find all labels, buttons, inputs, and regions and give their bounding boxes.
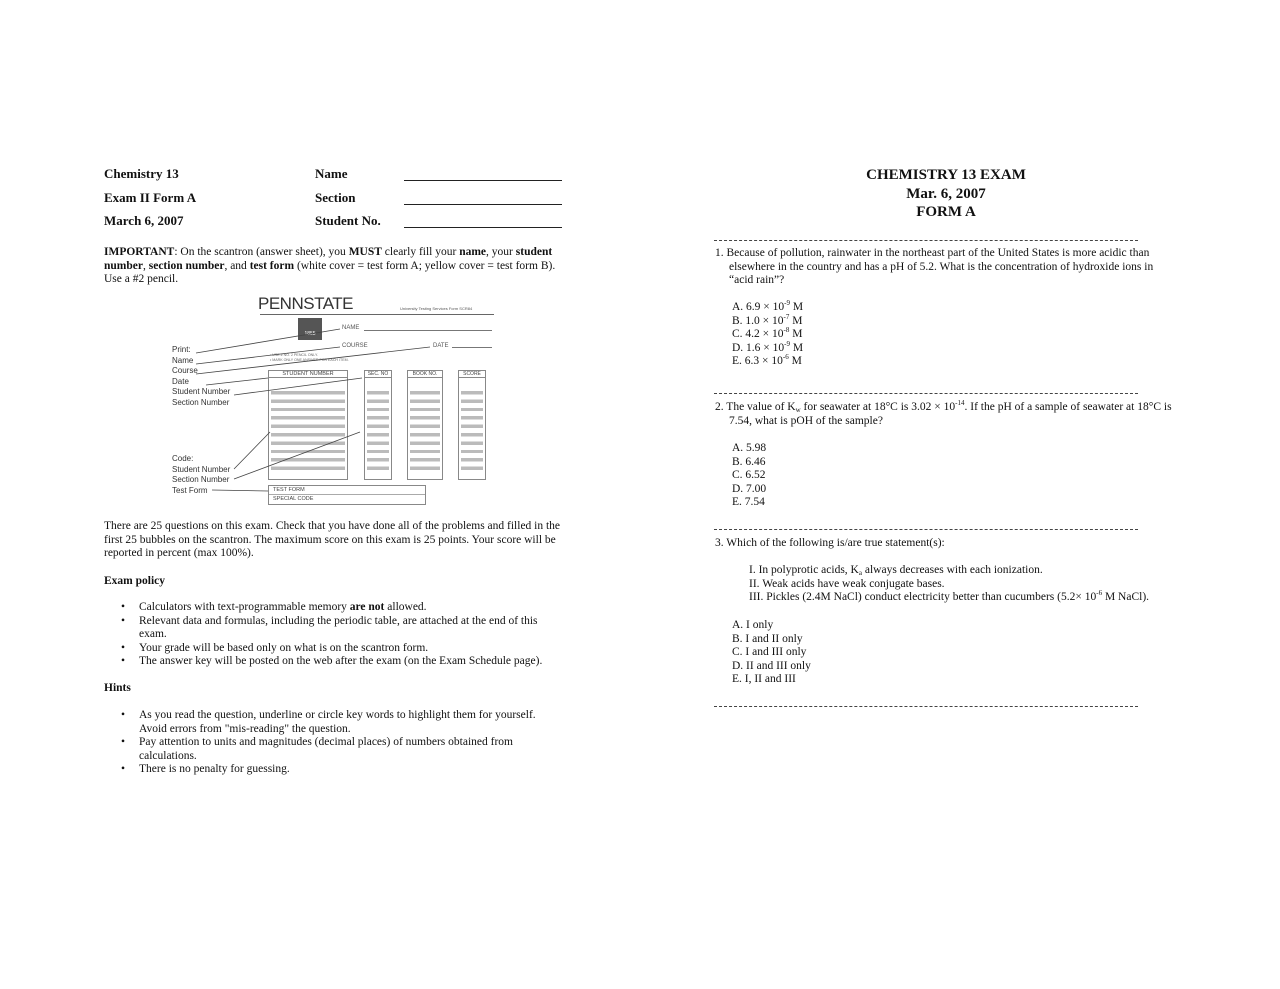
name-blank[interactable]	[404, 166, 562, 181]
form-id: University Testing Services Form SCR84	[400, 306, 473, 311]
pencil-note: • USE # NO. 2 PENCIL ONLY. • MARK ONLY ONE ANSWER FOR EACH ITEM.	[270, 353, 349, 362]
answer-option[interactable]: C. $4.2 \times 10^{-8}$ M	[732, 326, 803, 340]
scantron-diagram	[160, 292, 500, 510]
divider	[714, 240, 1138, 241]
q2-options	[732, 442, 766, 510]
hints-list	[104, 709, 554, 777]
book-no-box: BOOK NO.	[407, 370, 443, 480]
list-item: • Relevant data and formulas, including the periodic table, are attached at the end of this exam.	[121, 614, 538, 640]
course-title: Chemistry 13	[104, 166, 179, 181]
question-2: 2. The value of $K_w$ for seawater at 18°C is $3.02 \times 10^{-14}$. If the pH of a sample of seawater at 18°C is 7.54, what is pOH of the sample?	[715, 399, 1172, 427]
question-3: 3. Which of the following is/are true statement(s):	[715, 537, 945, 549]
divider	[714, 529, 1138, 530]
exam-form-label: Exam II Form A	[104, 190, 197, 205]
answer-option[interactable]: E. I, II and III	[732, 673, 796, 685]
statement-1: I. In polyprotic acids, $K_a$ always decreases with each ionization.	[749, 564, 1043, 577]
divider	[714, 706, 1138, 707]
sec-no-box: SEC. NO	[364, 370, 392, 480]
answer-option[interactable]: A. I only	[732, 619, 774, 631]
q3-options	[732, 619, 811, 687]
list-item: • Pay attention to units and magnitudes (decimal places) of numbers obtained from calculations.	[121, 736, 513, 762]
list-item: • Calculators with text-programmable memory are not allowed.	[121, 601, 427, 613]
scan-course-label: COURSE	[342, 343, 368, 349]
answer-option[interactable]: C. I and III only	[732, 646, 807, 658]
answer-option[interactable]: B. $1.0 \times 10^{-7}$ M	[732, 312, 803, 327]
shield-icon: 1855	[298, 318, 322, 340]
student-number-box: STUDENT NUMBER	[268, 370, 348, 480]
list-item: • Your grade will be based only on what is on the scantron form.	[121, 641, 429, 654]
scan-name-label: NAME	[342, 325, 360, 331]
answer-option[interactable]: C. 6.52	[732, 469, 766, 481]
policy-title: Exam policy	[104, 575, 166, 587]
exam-title-block	[820, 166, 1072, 222]
question-1: 1. Because of pollution, rainwater in the northeast part of the United States is more acidic than elsewhere in the country and has a pH of 5.2. What is the concentration of hydroxide ions in “acid rain”?	[715, 247, 1154, 286]
print-legend: Print: Name Course Date Student Number Section Number	[172, 345, 231, 407]
policy-list	[104, 601, 564, 669]
pennstate-logo: PENNSTATE	[258, 294, 353, 313]
code-legend: Code: Student Number Section Number Test Form	[172, 454, 231, 495]
list-item: • The answer key will be posted on the web after the exam (on the Exam Schedule page).	[121, 655, 543, 667]
section-blank[interactable]	[404, 190, 562, 205]
exam-form: FORM A	[916, 204, 976, 220]
answer-option[interactable]: A. $6.9 \times 10^{-9}$ M	[732, 299, 804, 313]
arrows-diagram	[160, 292, 500, 510]
q1-options	[732, 301, 803, 369]
score-box: SCORE	[458, 370, 486, 480]
answer-option[interactable]: D. 7.00	[732, 482, 767, 495]
answer-option[interactable]: A. 5.98	[732, 442, 767, 454]
intro-text: There are 25 questions on this exam. Check that you have done all of the problems and filled in the first 25 bubbles on the scantron. The maximum score on this exam is 25 points. Your score will be reported in percent (max 100%).	[104, 520, 561, 559]
exam-date: Mar. 6, 2007	[906, 185, 986, 202]
answer-option[interactable]: E. $6.3 \times 10^{-6}$ M	[732, 353, 802, 367]
name-label: Name	[315, 166, 348, 181]
q3-statements	[749, 564, 1189, 605]
answer-option[interactable]: D. II and III only	[732, 659, 811, 672]
statement-3: III. Pickles (2.4M NaCl) conduct electricity better than cucumbers ($5.2\times 10^{-6}$ M NaCl).	[749, 589, 1150, 603]
student-no-label: Student No.	[315, 213, 381, 228]
student-no-blank[interactable]	[404, 213, 562, 228]
list-item: • As you read the question, underline or circle key words to highlight them for yourself. Avoid errors from "mis-reading" the question.	[121, 709, 536, 735]
list-item: • There is no penalty for guessing.	[121, 763, 290, 775]
exam-date-label: March 6, 2007	[104, 213, 184, 228]
answer-option[interactable]: B. I and II only	[732, 632, 803, 645]
statement-2: II. Weak acids have weak conjugate bases.	[749, 577, 945, 590]
answer-option[interactable]: D. $1.6 \times 10^{-9}$ M	[732, 339, 804, 354]
test-form-box: TEST FORM SPECIAL CODE	[268, 485, 426, 505]
divider	[714, 393, 1138, 394]
hints-title: Hints	[104, 682, 131, 694]
important-note: IMPORTANT: On the scantron (answer sheet), you MUST clearly fill your name, your student number, section number, and test form (white cover = test form A; yellow cover = test form B). Use a #2 pencil.	[104, 246, 556, 285]
scan-date-label: DATE	[433, 343, 449, 349]
answer-option[interactable]: E. 7.54	[732, 496, 765, 508]
section-label: Section	[315, 190, 356, 205]
answer-option[interactable]: B. 6.46	[732, 455, 766, 468]
exam-title: CHEMISTRY 13 EXAM	[866, 167, 1026, 183]
